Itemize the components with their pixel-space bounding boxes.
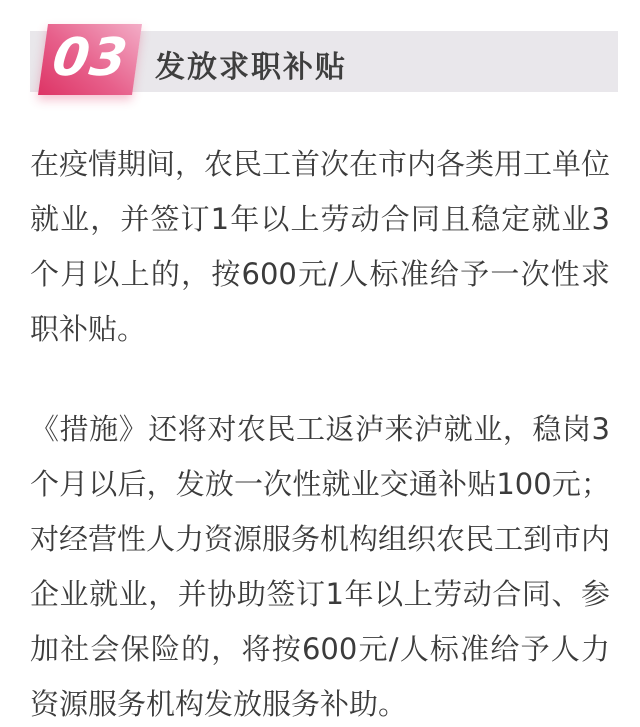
- section-title: 发放求职补贴: [155, 49, 347, 85]
- section-number-badge: [38, 24, 142, 95]
- page-root: [0, 27, 640, 727]
- section-header-banner: [30, 27, 618, 92]
- article-body: [30, 137, 610, 727]
- article-paragraph-1: 在疫情期间，农民工首次在市内各类用工单位就业，并签订1年以上劳动合同且稳定就业3个月以上的，按600元/人标准给予一次性求职补贴。: [30, 147, 611, 346]
- section-number: 03: [48, 27, 132, 88]
- article-paragraph-2: 《措施》还将对农民工返泸来泸就业，稳岗3个月以后，发放一次性就业交通补贴100元；对经营性人力资源服务机构组织农民工到市内企业就业，并协助签订1年以上劳动合同、参加社会保险的，将按600元/人标准给予人力资源服务机构发放服务补助。: [30, 412, 611, 721]
